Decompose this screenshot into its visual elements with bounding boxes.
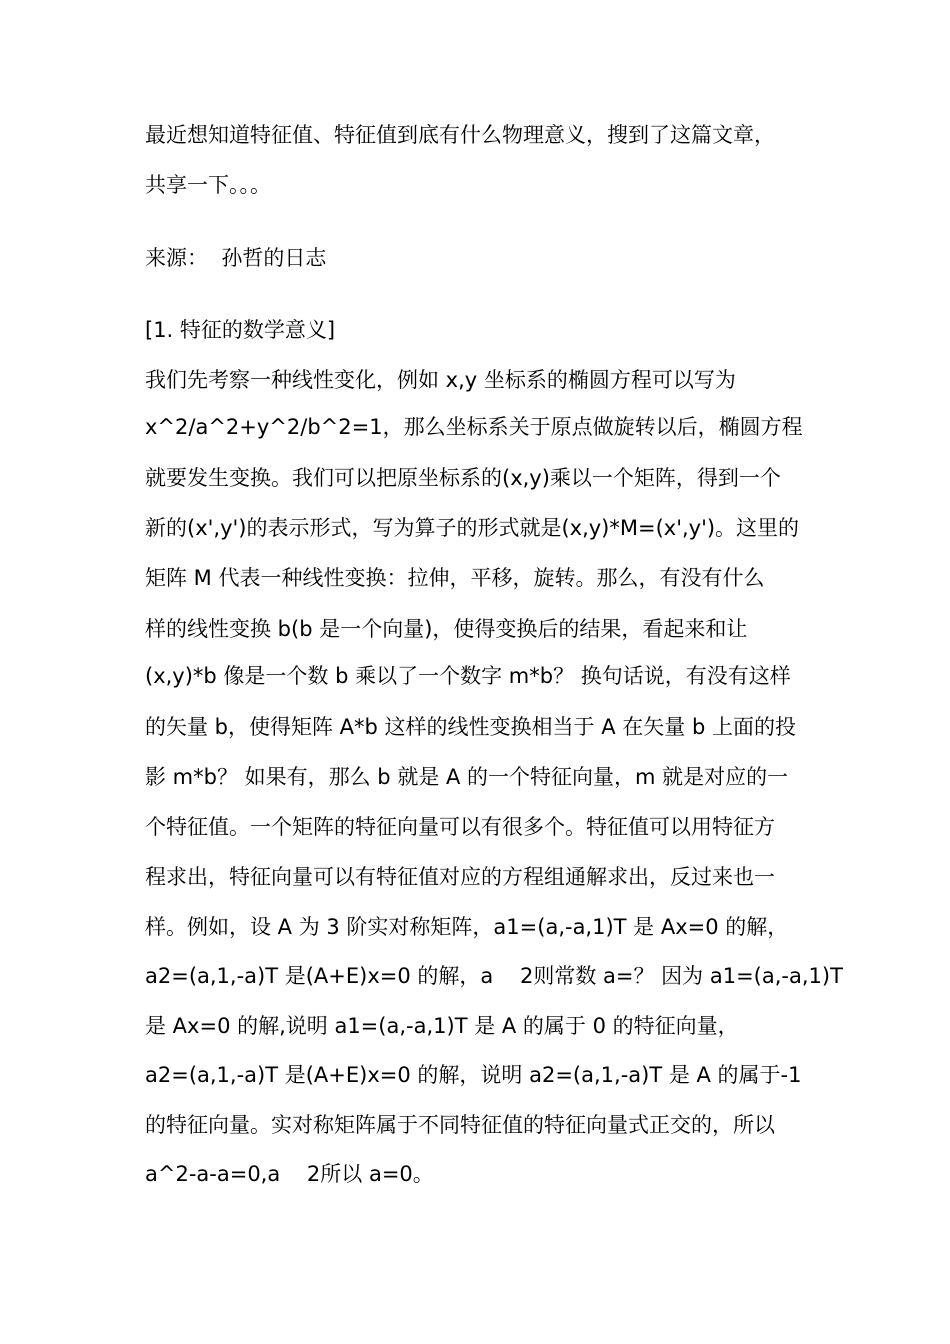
body-line-7: (x,y)*b 像是一个数 b 乘以了一个数字 m*b？ 换句话说，有没有这样 <box>145 664 791 688</box>
body-line-4: 新的(x',y')的表示形式，写为算子的形式就是(x,y)*M=(x',y')。这里的 <box>145 516 800 540</box>
body-line-16: 的特征向量。实对称矩阵属于不同特征值的特征向量式正交的，所以 <box>145 1113 775 1137</box>
body-line-17: a^2-a-a=0,a 2所以 a=0。 <box>145 1162 434 1186</box>
body-line-2: x^2/a^2+y^2/b^2=1，那么坐标系关于原点做旋转以后，椭圆方程 <box>145 415 803 439</box>
body-line-6: 样的线性变换 b(b 是一个向量)，使得变换后的结果，看起来和让 <box>145 617 748 641</box>
body-line-5: 矩阵 M 代表一种线性变换：拉伸，平移，旋转。那么，有没有什么 <box>145 566 765 590</box>
body-line-10: 个特征值。一个矩阵的特征向量可以有很多个。特征值可以用特征方 <box>145 815 775 839</box>
body-line-1: 我们先考察一种线性变化，例如 x,y 坐标系的椭圆方程可以写为 <box>145 368 736 392</box>
section-title: [1. 特征的数学意义] <box>145 318 336 342</box>
body-line-11: 程求出，特征向量可以有特征值对应的方程组通解求出，反过来也一 <box>145 865 775 889</box>
intro-line-2: 共享一下。。。 <box>145 173 271 197</box>
body-line-14: 是 Ax=0 的解,说明 a1=(a,-a,1)T 是 A 的属于 0 的特征向量， <box>145 1014 739 1038</box>
body-line-15: a2=(a,1,-a)T 是(A+E)x=0 的解，说明 a2=(a,1,-a)T 是 A 的属于-1 <box>145 1063 802 1087</box>
body-line-9: 影 m*b？ 如果有，那么 b 就是 A 的一个特征向量，m 就是对应的一 <box>145 765 789 789</box>
body-line-13: a2=(a,1,-a)T 是(A+E)x=0 的解，a 2则常数 a=？ 因为 a1=(a,-a,1)T <box>145 964 843 988</box>
body-line-12: 样。例如，设 A 为 3 阶实对称矩阵，a1=(a,-a,1)T 是 Ax=0 的解， <box>145 915 789 939</box>
source-line: 来源： 孙哲的日志 <box>145 246 327 270</box>
body-line-3: 就要发生变换。我们可以把原坐标系的(x,y)乘以一个矩阵，得到一个 <box>145 466 781 490</box>
intro-line-1: 最近想知道特征值、特征值到底有什么物理意义，搜到了这篇文章， <box>145 123 775 147</box>
body-line-8: 的矢量 b，使得矩阵 A*b 这样的线性变换相当于 A 在矢量 b 上面的投 <box>145 715 796 739</box>
